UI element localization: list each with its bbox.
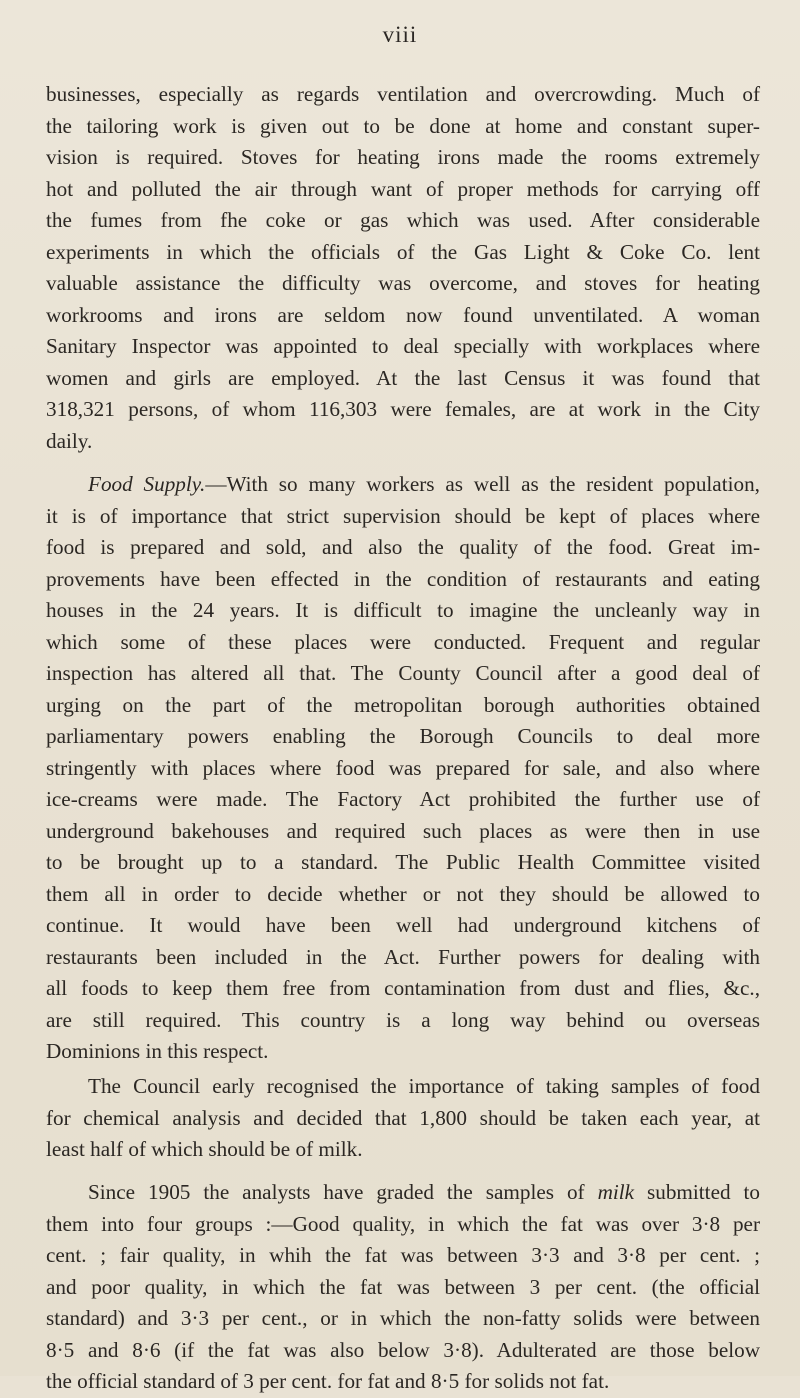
text-line: urging on the part of the metropolitan borough authorities obtained	[46, 692, 760, 717]
paragraph-food-supply	[46, 469, 760, 1068]
text-line: stringently with places where food was prepared for sale, and also where	[46, 755, 760, 780]
text-segment: submitted to	[634, 1180, 760, 1204]
text-line: all foods to keep them free from contamination from dust and flies, &c.,	[46, 976, 760, 1000]
text-line-rest: —With so many workers as well as the resident population,	[205, 472, 760, 496]
text-line: it is of importance that strict supervision should be kept of places where	[46, 503, 760, 528]
text-line: workrooms and irons are seldom now found unventilated. A woman	[46, 302, 760, 327]
text-line: 318,321 persons, of whom 116,303 were females, are at work in the City	[46, 397, 760, 421]
text-line: provements have been effected in the condition of restaurants and eating	[46, 566, 760, 591]
text-line: houses in the 24 years. It is difficult to imagine the uncleanly way in	[46, 598, 760, 622]
text-line: them all in order to decide whether or not they should be allowed to	[46, 881, 760, 906]
text-line: Dominions in this respect.	[46, 1039, 269, 1063]
text-line: underground bakehouses and required such places as were then in use	[46, 818, 760, 843]
paragraph-ventilation	[46, 79, 760, 457]
text-line: least half of which should be of milk.	[46, 1137, 363, 1161]
text-line: ice-creams were made. The Factory Act prohibited the further use of	[46, 787, 760, 811]
text-line: are still required. This country is a long way behind ou overseas	[46, 1007, 760, 1032]
text-line: to be brought up to a standard. The Public Health Committee visited	[46, 850, 760, 874]
text-line: the tailoring work is given out to be done at home and constant super-	[46, 113, 760, 138]
text-line	[46, 1177, 760, 1209]
text-segment: Since 1905 the analysts have graded the samples of	[88, 1180, 598, 1204]
text-line: businesses, especially as regards ventilation and overcrowding. Much of	[46, 82, 760, 106]
text-line: cent. ; fair quality, in whih the fat was between 3·3 and 3·8 per cent. ;	[46, 1243, 760, 1267]
text-line: Sanitary Inspector was appointed to deal specially with workplaces where	[46, 334, 760, 358]
section-heading: Food Supply.	[88, 472, 206, 496]
paragraph-samples	[46, 1071, 760, 1166]
page-number: viii	[382, 22, 418, 47]
text-line: hot and polluted the air through want of proper methods for carrying off	[46, 176, 760, 201]
text-line: restaurants been included in the Act. Further powers for dealing with	[46, 944, 760, 969]
text-line: the official standard of 3 per cent. for fat and 8·5 for solids not fat.	[46, 1369, 610, 1393]
paragraph-milk-grading	[46, 1177, 760, 1398]
text-line: experiments in which the officials of the Gas Light & Coke Co. lent	[46, 239, 760, 264]
text-line: food is prepared and sold, and also the quality of the food. Great im-	[46, 535, 760, 559]
text-line: 8·5 and 8·6 (if the fat was also below 3·8). Adulterated are those below	[46, 1337, 760, 1362]
text-line: for chemical analysis and decided that 1,800 should be taken each year, at	[46, 1105, 760, 1130]
text-line: vision is required. Stoves for heating irons made the rooms extremely	[46, 145, 760, 169]
text-line: parliamentary powers enabling the Borough Councils to deal more	[46, 724, 760, 748]
text-line: continue. It would have been well had underground kitchens of	[46, 913, 760, 937]
text-line: daily.	[46, 428, 93, 453]
text-line: women and girls are employed. At the last Census it was found that	[46, 365, 760, 390]
italic-word: milk	[597, 1180, 635, 1204]
text-line	[46, 469, 760, 501]
text-line: The Council early recognised the importance of taking samples of food	[88, 1074, 760, 1098]
text-line: inspection has altered all that. The County Council after a good deal of	[46, 661, 760, 685]
text-line: them into four groups :—Good quality, in which the fat was over 3·8 per	[46, 1211, 760, 1236]
text-line: standard) and 3·3 per cent., or in which the non-fatty solids were between	[46, 1306, 760, 1330]
text-line: the fumes from fhe coke or gas which was used. After considerable	[46, 208, 760, 232]
text-line: and poor quality, in which the fat was between 3 per cent. (the official	[46, 1274, 760, 1299]
text-line: valuable assistance the difficulty was overcome, and stoves for heating	[46, 271, 760, 295]
text-line: which some of these places were conducted. Frequent and regular	[46, 629, 760, 654]
